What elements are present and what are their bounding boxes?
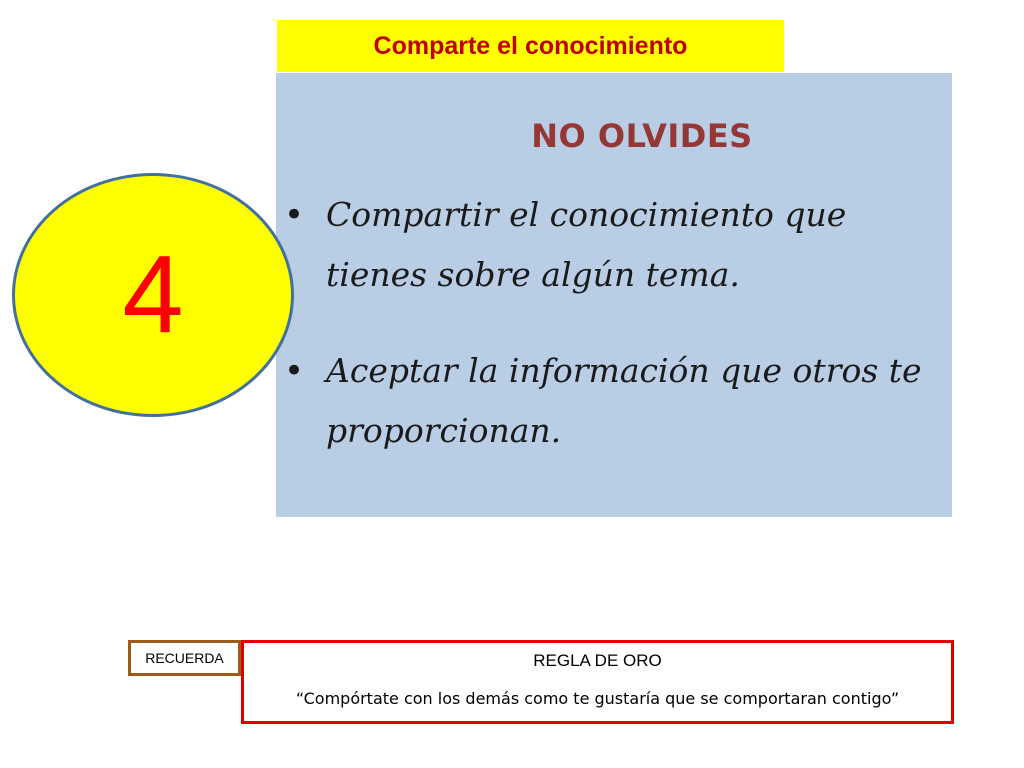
slide-title: Comparte el conocimiento bbox=[373, 31, 688, 60]
panel-heading: NO OLVIDES bbox=[531, 117, 753, 155]
recuerda-text: RECUERDA bbox=[145, 650, 224, 666]
recuerda-label bbox=[128, 640, 241, 676]
golden-rule-box bbox=[241, 640, 954, 724]
bullet-item bbox=[284, 185, 926, 305]
number-badge bbox=[12, 173, 294, 417]
rule-title: REGLA DE ORO bbox=[533, 651, 662, 670]
bullet-text: Compartir el conocimiento que tienes sobre algún tema. bbox=[326, 195, 847, 294]
bullet-icon: • bbox=[284, 195, 305, 235]
title-banner bbox=[277, 20, 784, 72]
content-panel bbox=[276, 73, 952, 517]
badge-number: 4 bbox=[122, 233, 184, 356]
bullet-text: Aceptar la información que otros te proporcionan. bbox=[326, 351, 922, 450]
bullet-list bbox=[284, 185, 926, 461]
bullet-item bbox=[284, 341, 926, 461]
bullet-icon: • bbox=[284, 351, 305, 391]
rule-quote: “Compórtate con los demás como te gustaría que se comportaran contigo” bbox=[295, 689, 900, 708]
